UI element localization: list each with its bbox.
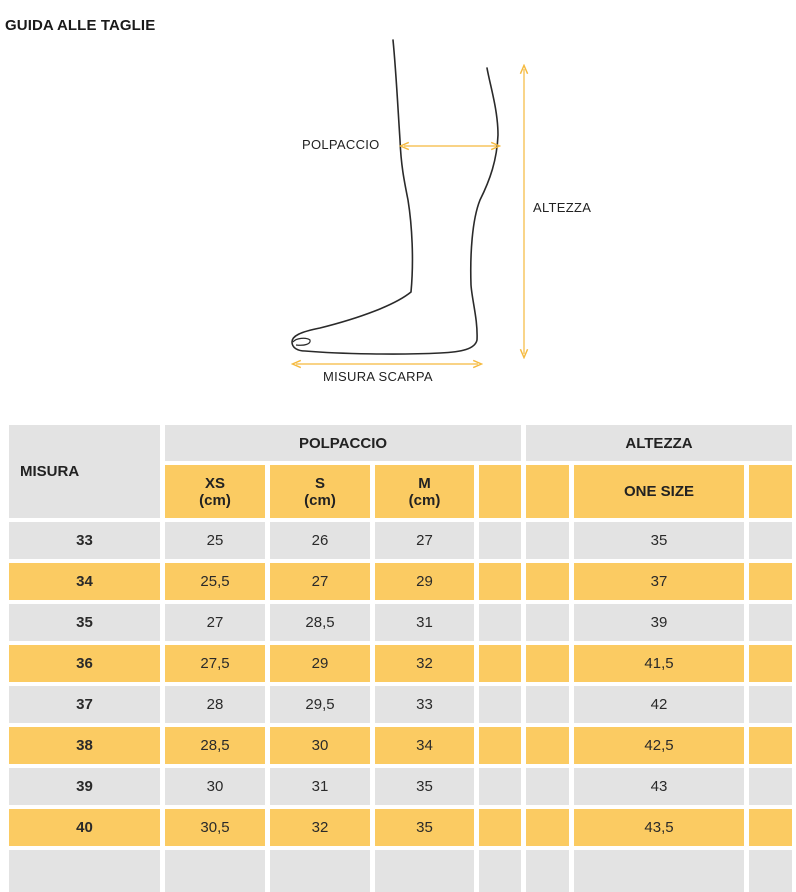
size-xs-unit: (cm): [199, 491, 231, 509]
height-label: ALTEZZA: [533, 200, 592, 215]
cell-m: 35: [375, 809, 474, 846]
empty-header-cell: [526, 465, 569, 518]
size-m-unit: (cm): [408, 491, 441, 509]
empty-cell: [479, 604, 521, 641]
cell-xs: 27,5: [165, 645, 265, 682]
empty-header-cell: [749, 465, 792, 518]
cell-s: 29,5: [270, 686, 370, 723]
size-s-header: [270, 465, 370, 518]
empty-cell: [479, 768, 521, 805]
cell-s: 29: [270, 645, 370, 682]
empty-cell: [749, 686, 792, 723]
cell-s: 30: [270, 727, 370, 764]
size-s-name: S: [314, 474, 325, 492]
cell-altezza: 43,5: [574, 809, 744, 846]
empty-cell: [526, 850, 569, 892]
empty-cell: [526, 768, 569, 805]
empty-cell: [375, 850, 474, 892]
group-polpaccio-header: POLPACCIO: [165, 425, 521, 461]
cell-misura: 38: [9, 727, 160, 764]
empty-cell: [479, 645, 521, 682]
one-size-header: ONE SIZE: [574, 465, 744, 518]
size-m-header: [375, 465, 474, 518]
cell-m: 31: [375, 604, 474, 641]
empty-cell: [749, 604, 792, 641]
empty-cell: [574, 850, 744, 892]
empty-cell: [749, 645, 792, 682]
shoe-size-label: MISURA SCARPA: [323, 369, 433, 384]
cell-misura: 40: [9, 809, 160, 846]
col-misura-header: MISURA: [9, 425, 160, 518]
cell-xs: 25,5: [165, 563, 265, 600]
size-s-unit: (cm): [304, 491, 336, 509]
empty-cell: [749, 850, 792, 892]
empty-cell: [479, 809, 521, 846]
cell-misura: 33: [9, 522, 160, 559]
empty-cell: [526, 645, 569, 682]
empty-cell: [479, 522, 521, 559]
empty-cell: [749, 768, 792, 805]
cell-altezza: 39: [574, 604, 744, 641]
empty-cell: [479, 686, 521, 723]
cell-m: 29: [375, 563, 474, 600]
cell-altezza: 41,5: [574, 645, 744, 682]
size-m-name: M: [418, 474, 431, 492]
cell-m: 27: [375, 522, 474, 559]
toe-detail: [293, 338, 310, 345]
cell-xs: 27: [165, 604, 265, 641]
cell-xs: 28: [165, 686, 265, 723]
cell-misura: 35: [9, 604, 160, 641]
size-xs-header: [165, 465, 265, 518]
leg-outline: [292, 40, 498, 354]
cell-altezza: 42: [574, 686, 744, 723]
cell-s: 26: [270, 522, 370, 559]
empty-cell: [9, 850, 160, 892]
page-title: GUIDA ALLE TAGLIE: [5, 17, 156, 34]
cell-m: 34: [375, 727, 474, 764]
empty-cell: [749, 563, 792, 600]
cell-s: 28,5: [270, 604, 370, 641]
cell-xs: 30,5: [165, 809, 265, 846]
empty-cell: [526, 727, 569, 764]
empty-cell: [749, 809, 792, 846]
size-xs-name: XS: [204, 474, 225, 492]
cell-altezza: 37: [574, 563, 744, 600]
cell-xs: 30: [165, 768, 265, 805]
empty-cell: [526, 563, 569, 600]
cell-altezza: 35: [574, 522, 744, 559]
empty-cell: [526, 686, 569, 723]
empty-cell: [270, 850, 370, 892]
cell-altezza: 43: [574, 768, 744, 805]
empty-cell: [526, 604, 569, 641]
leg-measurement-diagram: [0, 0, 796, 400]
cell-m: 32: [375, 645, 474, 682]
empty-header-cell: [479, 465, 521, 518]
cell-s: 31: [270, 768, 370, 805]
cell-misura: 36: [9, 645, 160, 682]
cell-misura: 34: [9, 563, 160, 600]
cell-misura: 39: [9, 768, 160, 805]
cell-m: 35: [375, 768, 474, 805]
cell-xs: 25: [165, 522, 265, 559]
empty-cell: [526, 522, 569, 559]
empty-cell: [749, 522, 792, 559]
group-altezza-header: ALTEZZA: [526, 425, 792, 461]
cell-altezza: 42,5: [574, 727, 744, 764]
empty-cell: [479, 850, 521, 892]
cell-s: 32: [270, 809, 370, 846]
empty-cell: [749, 727, 792, 764]
cell-m: 33: [375, 686, 474, 723]
empty-cell: [479, 563, 521, 600]
cell-xs: 28,5: [165, 727, 265, 764]
empty-cell: [526, 809, 569, 846]
cell-misura: 37: [9, 686, 160, 723]
cell-s: 27: [270, 563, 370, 600]
calf-label: POLPACCIO: [302, 137, 380, 152]
empty-cell: [479, 727, 521, 764]
empty-cell: [165, 850, 265, 892]
